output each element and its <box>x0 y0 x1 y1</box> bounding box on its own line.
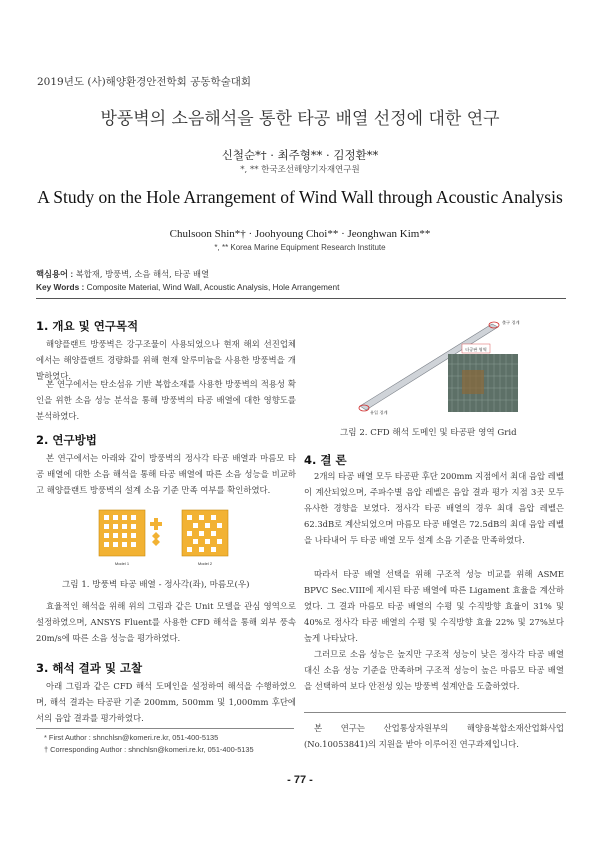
figure-1-hole-arrangement <box>98 508 238 568</box>
keywords-korean <box>36 268 209 280</box>
figure-1-caption: 그림 1. 방풍벽 타공 배열 - 정사각(좌), 마름모(우) <box>62 580 250 590</box>
footnote-corresponding: † Corresponding Author : shnchlsn@komeri.re.kr, 051-400-5135 <box>44 745 254 754</box>
section-3-heading: 3. 해석 결과 및 고찰 <box>36 661 143 675</box>
panel-region-label: 타공판 영역 <box>465 347 487 352</box>
keywords-english <box>36 282 339 292</box>
title-english: A Study on the Hole Arrangement of Wind Wall through Acoustic Analysis <box>37 187 563 207</box>
section-2-heading: 2. 연구방법 <box>36 433 97 447</box>
section-4-paragraph-1: 2개의 타공 배열 모두 타공판 후단 200mm 지점에서 최대 음압 레벨이 계산되었으며, 주파수별 음압 레벨은 음압 결과 평가 지점 3곳 모두 유사한 경향을 보였다. 정사각 타공 배열의 경우 최대 음압 레벨은 62.3dB로 계산되었으며 마름모 타공 배열은 72.5dB의 최대 음압 레벨을 나타내어 두 타공 배열 모두 설계 소음 기준을 만족하였다. <box>304 471 564 545</box>
section-1-paragraph-2: 본 연구에서는 탄소섬유 기반 복합소재를 사용한 방풍벽의 적용성 확인을 위한 소음 성능 분석을 통해 방풍벽의 타공 배열에 대한 영향도를 분석하였다. <box>36 379 296 421</box>
grid-highlight <box>462 370 484 394</box>
section-4-paragraph-3: 그러므로 소음 성능은 높지만 구조적 성능이 낮은 정사각 타공 배열 대신 소음 성능 기준을 만족하며 구조적 성능이 높은 마름모 타공 배열을 선택하여 보다 안전성 있는 방풍벽 설계안을 도출하였다. <box>304 649 564 691</box>
section-4-paragraph-2: 따라서 타공 배열 선택을 위해 구조적 성능 비교를 위해 ASME BPVC Sec.VIII에 제시된 타공 배열에 따른 Ligament 효율을 계산하였다. 그 결과 마름모 타공 배열의 수평 및 수직방향 효율이 31% 및 40%로 정사각 타공 배열의 수평 및 수직방향 효율 22% 및 27%보다 높게 나타났다. <box>304 569 564 643</box>
conference-header: 2019년도 (사)해양환경안전학회 공동학술대회 <box>37 76 252 88</box>
authors-korean: 신철순*† · 최주형** · 김정환** <box>221 148 379 162</box>
section-4-heading: 4. 결 론 <box>304 453 347 467</box>
section-1-heading: 1. 개요 및 연구목적 <box>36 319 139 333</box>
header-divider <box>36 298 566 299</box>
outlet-label: 출구 경계 <box>502 320 520 325</box>
inlet-label: 유입 경계 <box>370 410 388 415</box>
authors-english: Chulsoon Shin*† · Joohyoung Choi** · Jeonghwan Kim** <box>169 228 431 240</box>
section-2-paragraph-2: 효율적인 해석을 위해 위의 그림과 같은 Unit 모델을 관심 영역으로 설정하였으며, ANSYS Fluent를 사용한 CFD 해석을 통해 외부 풍속 20m/s에 따른 소음 성능을 평가하였다. <box>36 601 296 643</box>
title-korean: 방풍벽의 소음해석을 통한 타공 배열 선정에 대한 연구 <box>100 109 500 129</box>
section-3-paragraph-1: 아래 그림과 같은 CFD 해석 도메인을 설정하여 해석을 수행하였으며, 해석 결과는 타공판 기준 200mm, 500mm 및 1,000mm 후단에서의 음압 결과를 평가하였다. <box>36 681 296 723</box>
affiliation-korean: *, ** 한국조선해양기자재연구원 <box>240 165 360 175</box>
acknowledgement-divider <box>304 712 566 713</box>
hole-detail-icon <box>150 518 162 546</box>
model-1-label: Model 1 <box>114 561 130 566</box>
keywords-english-label: Key Words : <box>36 282 85 292</box>
acknowledgement: 본 연구는 산업통상자원부의 해양융복합소재산업화사업(No.10053841)의 지원을 받아 이루어진 연구과제입니다. <box>304 723 564 749</box>
page-number: - 77 - <box>287 774 313 786</box>
model-2-label: Model 2 <box>197 561 213 566</box>
keywords-korean-values: 복합재, 방풍벽, 소음 해석, 타공 배열 <box>75 269 210 279</box>
figure-2-caption: 그림 2. CFD 해석 도메인 및 타공판 영역 Grid <box>340 428 517 438</box>
figure-2-cfd-domain <box>352 318 524 416</box>
section-1-paragraph-1: 해양플랜트 방풍벽은 강구조물이 사용되었으나 현재 해외 선진업체에서는 해양플랜트 경량화를 위해 현재 알루미늄을 사용한 방풍벽을 개발하였다. <box>36 339 296 381</box>
keywords-korean-label: 핵심용어 : <box>36 269 74 279</box>
affiliation-english: *, ** Korea Marine Equipment Research Institute <box>214 243 386 252</box>
keywords-english-values: Composite Material, Wind Wall, Acoustic Analysis, Hole Arrangement <box>86 282 340 292</box>
section-2-paragraph-1: 본 연구에서는 아래와 같이 방풍벽의 정사각 타공 배열과 마름모 타공 배열에 대한 소음 해석을 통해 타공 배열에 따른 소음 성능을 비교하고 해양플랜트 방풍벽의 설계 소음 기준 만족 여부를 확인하였다. <box>36 453 296 495</box>
footnote-divider <box>36 728 294 729</box>
footnote-first-author: * First Author : shnchlsn@komeri.re.kr, 051-400-5135 <box>44 733 219 742</box>
